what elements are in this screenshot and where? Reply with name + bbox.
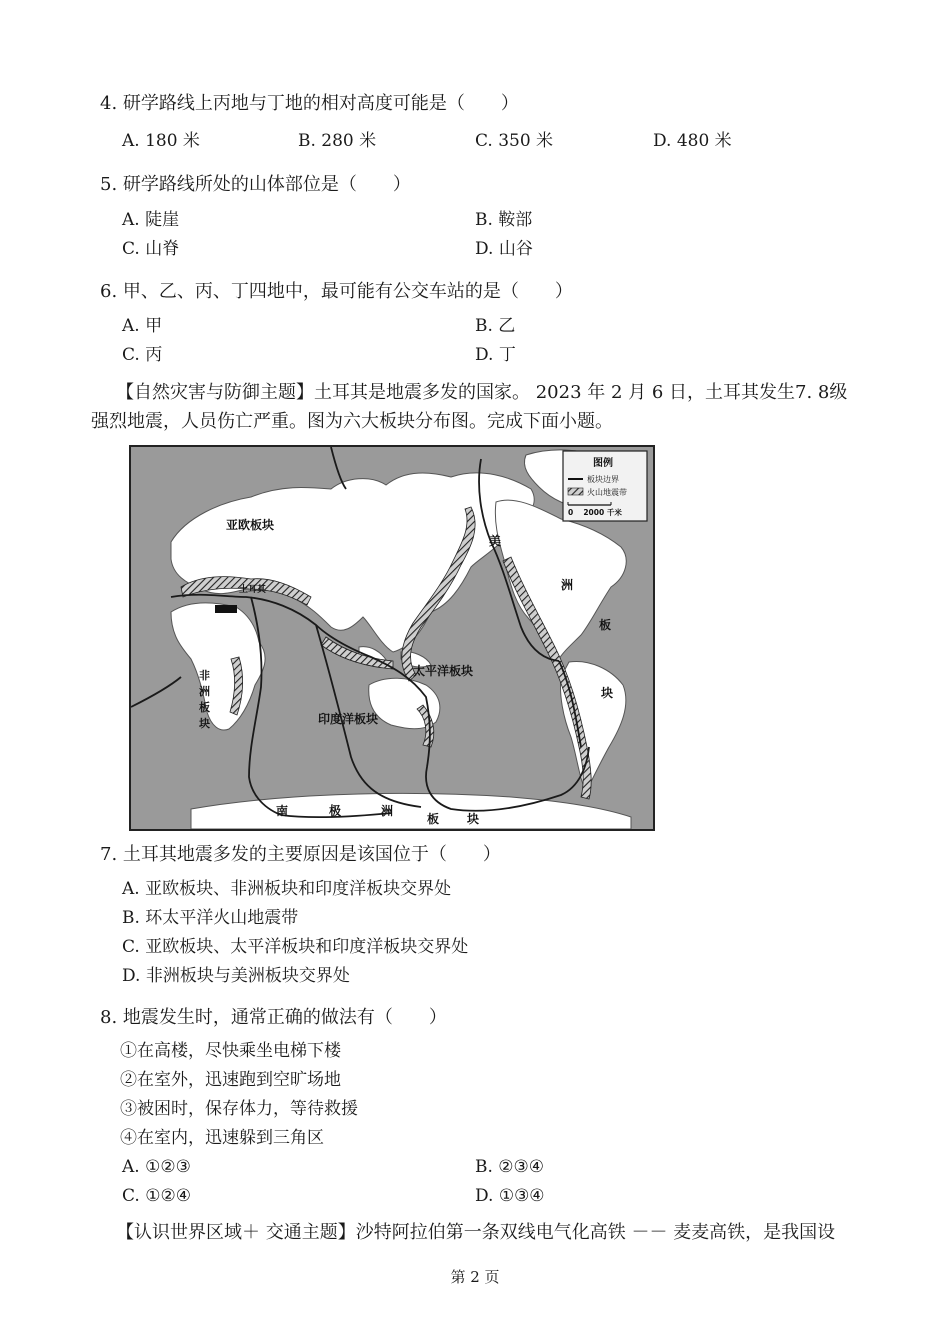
legend-title: 图例 — [593, 458, 613, 469]
question-8-option-a[interactable]: A. ①②③ — [122, 1157, 191, 1177]
question-5-option-d[interactable]: D. 山谷 — [475, 239, 533, 259]
label-african-plate-4: 块 — [199, 717, 210, 730]
question-8-item-1: ①在高楼，尽快乘坐电梯下楼 — [120, 1041, 341, 1061]
question-6-option-a[interactable]: A. 甲 — [122, 316, 163, 336]
section-intro-transport: 【认识世界区域＋ 交通主题】沙特阿拉伯第一条双线电气化高铁 －－ 麦麦高铁，是我国设 — [116, 1222, 836, 1243]
question-6-option-b[interactable]: B. 乙 — [475, 316, 516, 336]
label-african-plate-1: 非 — [199, 669, 210, 682]
question-5-option-b[interactable]: B. 鞍部 — [475, 210, 533, 230]
plate-distribution-map — [129, 445, 655, 831]
question-5-option-a[interactable]: A. 陡崖 — [122, 210, 180, 230]
question-6-option-d[interactable]: D. 丁 — [475, 345, 516, 365]
label-indian-ocean-plate: 印度洋板块 — [318, 712, 379, 726]
label-antarctic-plate-3: 洲 — [381, 804, 394, 818]
question-8-option-c[interactable]: C. ①②④ — [122, 1186, 191, 1206]
question-8-item-2: ②在室外，迅速跑到空旷场地 — [120, 1070, 341, 1090]
question-4-option-b[interactable]: B. 280 米 — [298, 131, 377, 151]
question-4-stem: 4. 研学路线上丙地与丁地的相对高度可能是（ ） — [100, 93, 519, 114]
label-antarctic-plate-5: 块 — [467, 812, 480, 826]
label-eurasian-plate: 亚欧板块 — [226, 518, 275, 532]
question-5-option-c[interactable]: C. 山脊 — [122, 239, 180, 259]
legend-boundary-label: 板块边界 — [587, 475, 619, 484]
section-intro-disaster-line-1: 【自然灾害与防御主题】土耳其是地震多发的国家。 2023 年 2 月 6 日，土耳其发生7. 8级 — [116, 382, 848, 403]
label-pacific-plate: 太平洋板块 — [413, 664, 474, 678]
question-8-item-4: ④在室内，迅速躲到三角区 — [120, 1128, 324, 1148]
question-7-option-b[interactable]: B. 环太平洋火山地震带 — [122, 908, 299, 928]
question-6-stem: 6. 甲、乙、丙、丁四地中，最可能有公交车站的是（ ） — [100, 281, 573, 302]
turkey-marker — [215, 605, 237, 613]
question-8-option-d[interactable]: D. ①③④ — [475, 1186, 545, 1206]
map-legend — [563, 451, 647, 521]
label-american-plate-4: 块 — [601, 686, 614, 700]
page-number: 第 2 页 — [450, 1268, 500, 1286]
legend-volcano-label: 火山地震带 — [587, 488, 627, 497]
question-7-stem: 7. 土耳其地震多发的主要原因是该国位于（ ） — [100, 844, 501, 865]
question-7-option-c[interactable]: C. 亚欧板块、太平洋板块和印度洋板块交界处 — [122, 937, 469, 957]
label-antarctic-plate-1: 南 — [276, 804, 289, 818]
label-american-plate-1: 美 — [489, 534, 502, 548]
question-8-stem: 8. 地震发生时，通常正确的做法有（ ） — [100, 1007, 447, 1028]
label-antarctic-plate-4: 板 — [427, 812, 440, 826]
question-4-option-d[interactable]: D. 480 米 — [653, 131, 732, 151]
question-7-option-a[interactable]: A. 亚欧板块、非洲板块和印度洋板块交界处 — [122, 879, 452, 899]
question-8-option-b[interactable]: B. ②③④ — [475, 1157, 545, 1177]
question-4-option-a[interactable]: A. 180 米 — [122, 131, 200, 151]
label-african-plate-2: 洲 — [199, 685, 210, 698]
label-american-plate-2: 洲 — [561, 578, 574, 592]
legend-scale: 0 2000 千米 — [568, 508, 622, 517]
label-african-plate-3: 板 — [199, 701, 210, 714]
question-7-option-d[interactable]: D. 非洲板块与美洲板块交界处 — [122, 966, 350, 986]
label-american-plate-3: 板 — [599, 618, 612, 632]
question-6-option-c[interactable]: C. 丙 — [122, 345, 163, 365]
section-intro-disaster-line-2: 强烈地震，人员伤亡严重。图为六大板块分布图。完成下面小题。 — [91, 411, 613, 432]
label-antarctic-plate-2: 极 — [329, 804, 342, 818]
label-turkey: 土耳其 — [239, 585, 267, 595]
question-8-item-3: ③被困时，保存体力，等待救援 — [120, 1099, 358, 1119]
question-4-option-c[interactable]: C. 350 米 — [475, 131, 554, 151]
question-5-stem: 5. 研学路线所处的山体部位是（ ） — [100, 174, 411, 195]
